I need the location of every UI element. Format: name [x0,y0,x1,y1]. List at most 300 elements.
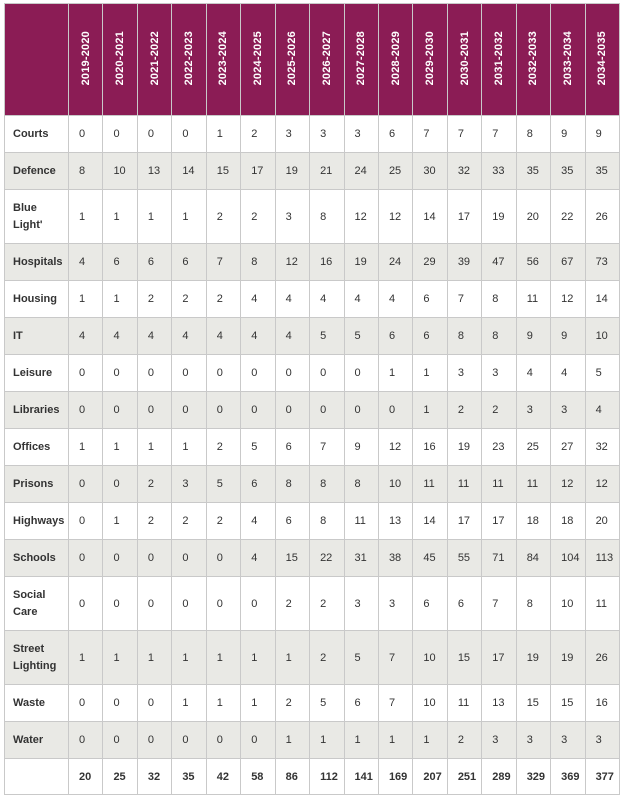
value-cell: 47 [482,244,516,281]
totals-row [5,759,620,795]
value-cell: 12 [585,466,619,503]
total-cell: 20 [69,759,103,795]
value-cell: 35 [551,153,585,190]
value-cell: 1 [206,685,240,722]
value-cell: 11 [585,577,619,631]
value-cell: 1 [103,429,137,466]
value-cell: 0 [241,355,275,392]
value-cell: 5 [206,466,240,503]
value-cell: 0 [172,577,206,631]
value-cell: 22 [551,190,585,244]
value-cell: 2 [206,281,240,318]
row-label: Social Care [5,577,69,631]
year-label: 2019-2020 [79,30,92,86]
value-cell: 55 [447,540,481,577]
year-label: 2024-2025 [251,30,264,86]
value-cell: 17 [447,503,481,540]
value-cell: 17 [482,503,516,540]
value-cell: 0 [275,392,309,429]
value-cell: 19 [482,190,516,244]
row-label: Water [5,722,69,759]
year-label: 2030-2031 [458,30,471,86]
value-cell: 1 [241,685,275,722]
value-cell: 8 [516,116,550,153]
year-header-2030-2031 [447,4,481,116]
total-cell: 207 [413,759,447,795]
value-cell: 2 [310,631,344,685]
value-cell: 12 [378,429,412,466]
value-cell: 0 [137,392,171,429]
value-cell: 0 [206,540,240,577]
value-cell: 1 [172,190,206,244]
value-cell: 17 [482,631,516,685]
value-cell: 1 [103,631,137,685]
value-cell: 7 [413,116,447,153]
year-label: 2029-2030 [424,30,437,86]
value-cell: 4 [69,318,103,355]
value-cell: 5 [585,355,619,392]
value-cell: 3 [344,577,378,631]
value-cell: 8 [516,577,550,631]
value-cell: 3 [172,466,206,503]
header-corner-cell [5,4,69,116]
value-cell: 8 [69,153,103,190]
total-cell: 141 [344,759,378,795]
value-cell: 19 [447,429,481,466]
value-cell: 19 [275,153,309,190]
value-cell: 6 [137,244,171,281]
value-cell: 0 [241,577,275,631]
value-cell: 35 [516,153,550,190]
value-cell: 11 [482,466,516,503]
value-cell: 14 [413,190,447,244]
value-cell: 0 [206,392,240,429]
value-cell: 22 [310,540,344,577]
value-cell: 6 [275,429,309,466]
value-cell: 7 [482,577,516,631]
value-cell: 7 [482,116,516,153]
sector-totals-table [4,3,620,795]
value-cell: 10 [103,153,137,190]
total-cell: 25 [103,759,137,795]
value-cell: 1 [413,355,447,392]
value-cell: 8 [310,190,344,244]
value-cell: 4 [69,244,103,281]
value-cell: 18 [516,503,550,540]
value-cell: 29 [413,244,447,281]
value-cell: 7 [378,685,412,722]
year-header-2027-2028 [344,4,378,116]
value-cell: 0 [172,540,206,577]
value-cell: 4 [585,392,619,429]
value-cell: 0 [206,722,240,759]
value-cell: 7 [206,244,240,281]
value-cell: 5 [310,318,344,355]
value-cell: 56 [516,244,550,281]
value-cell: 15 [447,631,481,685]
value-cell: 1 [137,631,171,685]
value-cell: 1 [413,722,447,759]
value-cell: 15 [551,685,585,722]
table-row [5,577,620,631]
value-cell: 25 [378,153,412,190]
value-cell: 0 [310,392,344,429]
value-cell: 4 [516,355,550,392]
value-cell: 2 [206,190,240,244]
value-cell: 27 [551,429,585,466]
value-cell: 4 [310,281,344,318]
year-label: 2022-2023 [183,30,196,86]
value-cell: 2 [241,116,275,153]
total-cell: 58 [241,759,275,795]
value-cell: 1 [69,190,103,244]
value-cell: 1 [310,722,344,759]
value-cell: 3 [378,577,412,631]
table-row [5,318,620,355]
value-cell: 9 [585,116,619,153]
total-cell: 251 [447,759,481,795]
value-cell: 12 [551,466,585,503]
value-cell: 7 [310,429,344,466]
value-cell: 19 [344,244,378,281]
value-cell: 16 [585,685,619,722]
value-cell: 0 [103,392,137,429]
value-cell: 2 [137,281,171,318]
value-cell: 2 [447,392,481,429]
year-header-2025-2026 [275,4,309,116]
value-cell: 104 [551,540,585,577]
value-cell: 6 [413,281,447,318]
value-cell: 1 [378,722,412,759]
value-cell: 10 [585,318,619,355]
value-cell: 10 [551,577,585,631]
value-cell: 9 [344,429,378,466]
value-cell: 0 [206,355,240,392]
value-cell: 21 [310,153,344,190]
value-cell: 15 [516,685,550,722]
value-cell: 9 [551,116,585,153]
value-cell: 1 [103,503,137,540]
value-cell: 71 [482,540,516,577]
value-cell: 4 [378,281,412,318]
total-cell: 32 [137,759,171,795]
value-cell: 0 [172,392,206,429]
value-cell: 0 [172,355,206,392]
year-label: 2021-2022 [148,30,161,86]
table-row [5,355,620,392]
year-label: 2033-2034 [561,30,574,86]
value-cell: 8 [275,466,309,503]
value-cell: 15 [275,540,309,577]
value-cell: 0 [103,722,137,759]
value-cell: 11 [413,466,447,503]
value-cell: 13 [482,685,516,722]
value-cell: 0 [103,355,137,392]
table-row [5,631,620,685]
year-header-2032-2033 [516,4,550,116]
value-cell: 0 [103,116,137,153]
value-cell: 84 [516,540,550,577]
value-cell: 0 [206,577,240,631]
value-cell: 12 [551,281,585,318]
value-cell: 4 [275,318,309,355]
table-body [5,116,620,795]
value-cell: 33 [482,153,516,190]
year-header-2033-2034 [551,4,585,116]
value-cell: 8 [310,466,344,503]
row-label: Libraries [5,392,69,429]
value-cell: 2 [172,281,206,318]
value-cell: 6 [378,318,412,355]
value-cell: 2 [206,503,240,540]
value-cell: 24 [378,244,412,281]
value-cell: 0 [69,722,103,759]
value-cell: 5 [344,631,378,685]
value-cell: 4 [275,281,309,318]
row-label: Housing [5,281,69,318]
row-label: Prisons [5,466,69,503]
total-cell: 369 [551,759,585,795]
value-cell: 1 [137,190,171,244]
value-cell: 12 [344,190,378,244]
value-cell: 20 [516,190,550,244]
value-cell: 9 [516,318,550,355]
year-label: 2027-2028 [355,30,368,86]
value-cell: 2 [275,577,309,631]
value-cell: 4 [344,281,378,318]
value-cell: 0 [103,540,137,577]
value-cell: 4 [206,318,240,355]
value-cell: 1 [172,685,206,722]
year-header-2019-2020 [69,4,103,116]
value-cell: 8 [241,244,275,281]
value-cell: 4 [241,503,275,540]
value-cell: 2 [137,503,171,540]
year-label: 2034-2035 [596,30,609,86]
table-row [5,116,620,153]
value-cell: 1 [69,281,103,318]
value-cell: 0 [137,355,171,392]
value-cell: 0 [103,466,137,503]
value-cell: 4 [241,540,275,577]
value-cell: 5 [241,429,275,466]
total-cell: 329 [516,759,550,795]
value-cell: 3 [275,190,309,244]
value-cell: 11 [344,503,378,540]
value-cell: 0 [103,685,137,722]
value-cell: 13 [378,503,412,540]
value-cell: 2 [482,392,516,429]
value-cell: 13 [137,153,171,190]
value-cell: 7 [378,631,412,685]
value-cell: 6 [275,503,309,540]
value-cell: 9 [551,318,585,355]
value-cell: 0 [378,392,412,429]
row-label: Blue Light' [5,190,69,244]
total-cell: 169 [378,759,412,795]
year-label: 2025-2026 [286,30,299,86]
value-cell: 3 [516,722,550,759]
row-label: Waste [5,685,69,722]
totals-label [5,759,69,795]
value-cell: 0 [344,392,378,429]
value-cell: 1 [206,631,240,685]
total-cell: 35 [172,759,206,795]
value-cell: 15 [206,153,240,190]
value-cell: 11 [516,281,550,318]
value-cell: 0 [137,116,171,153]
value-cell: 1 [172,429,206,466]
value-cell: 6 [378,116,412,153]
value-cell: 0 [69,503,103,540]
year-header-2028-2029 [378,4,412,116]
value-cell: 2 [310,577,344,631]
year-header-2029-2030 [413,4,447,116]
value-cell: 0 [69,355,103,392]
value-cell: 32 [585,429,619,466]
value-cell: 0 [69,540,103,577]
year-header-2034-2035 [585,4,619,116]
value-cell: 3 [344,116,378,153]
value-cell: 26 [585,631,619,685]
table-row [5,722,620,759]
value-cell: 14 [585,281,619,318]
value-cell: 1 [103,190,137,244]
value-cell: 2 [447,722,481,759]
value-cell: 16 [413,429,447,466]
value-cell: 17 [447,190,481,244]
value-cell: 30 [413,153,447,190]
value-cell: 0 [344,355,378,392]
value-cell: 12 [378,190,412,244]
value-cell: 6 [344,685,378,722]
value-cell: 0 [69,466,103,503]
value-cell: 26 [585,190,619,244]
value-cell: 12 [275,244,309,281]
value-cell: 1 [413,392,447,429]
value-cell: 8 [447,318,481,355]
table-row [5,685,620,722]
value-cell: 0 [172,722,206,759]
year-header-2026-2027 [310,4,344,116]
value-cell: 0 [137,577,171,631]
value-cell: 1 [344,722,378,759]
value-cell: 8 [344,466,378,503]
year-label: 2026-2027 [320,30,333,86]
value-cell: 4 [241,281,275,318]
value-cell: 1 [103,281,137,318]
total-cell: 86 [275,759,309,795]
year-header-2023-2024 [206,4,240,116]
value-cell: 8 [310,503,344,540]
table-row [5,392,620,429]
year-header-2024-2025 [241,4,275,116]
value-cell: 4 [241,318,275,355]
row-label: Leisure [5,355,69,392]
value-cell: 10 [413,631,447,685]
value-cell: 3 [275,116,309,153]
value-cell: 1 [206,116,240,153]
value-cell: 2 [241,190,275,244]
year-label: 2020-2021 [114,30,127,86]
value-cell: 0 [69,392,103,429]
value-cell: 6 [447,577,481,631]
value-cell: 38 [378,540,412,577]
value-cell: 4 [551,355,585,392]
row-label: IT [5,318,69,355]
row-label: Courts [5,116,69,153]
value-cell: 0 [275,355,309,392]
total-cell: 289 [482,759,516,795]
value-cell: 14 [172,153,206,190]
value-cell: 6 [413,318,447,355]
value-cell: 3 [482,355,516,392]
value-cell: 11 [516,466,550,503]
value-cell: 3 [516,392,550,429]
value-cell: 2 [206,429,240,466]
value-cell: 10 [413,685,447,722]
row-label: Defence [5,153,69,190]
value-cell: 2 [172,503,206,540]
value-cell: 1 [378,355,412,392]
value-cell: 3 [310,116,344,153]
value-cell: 4 [172,318,206,355]
value-cell: 0 [69,685,103,722]
table-row [5,429,620,466]
table-row [5,466,620,503]
value-cell: 3 [551,722,585,759]
value-cell: 4 [137,318,171,355]
value-cell: 45 [413,540,447,577]
year-header-2021-2022 [137,4,171,116]
year-header-row [5,4,620,116]
value-cell: 4 [103,318,137,355]
value-cell: 19 [551,631,585,685]
year-label: 2028-2029 [389,30,402,86]
value-cell: 17 [241,153,275,190]
row-label: Street Lighting [5,631,69,685]
value-cell: 0 [241,722,275,759]
year-label: 2032-2033 [527,30,540,86]
table-row [5,244,620,281]
row-label: Offices [5,429,69,466]
value-cell: 32 [447,153,481,190]
value-cell: 1 [275,722,309,759]
total-cell: 377 [585,759,619,795]
value-cell: 0 [69,577,103,631]
value-cell: 5 [344,318,378,355]
value-cell: 1 [241,631,275,685]
total-cell: 112 [310,759,344,795]
value-cell: 20 [585,503,619,540]
value-cell: 35 [585,153,619,190]
value-cell: 7 [447,116,481,153]
value-cell: 1 [137,429,171,466]
value-cell: 24 [344,153,378,190]
value-cell: 10 [378,466,412,503]
value-cell: 3 [585,722,619,759]
table-row [5,503,620,540]
year-header-2022-2023 [172,4,206,116]
value-cell: 73 [585,244,619,281]
table-row [5,540,620,577]
value-cell: 1 [172,631,206,685]
row-label: Highways [5,503,69,540]
table-row [5,281,620,318]
value-cell: 8 [482,318,516,355]
value-cell: 0 [137,685,171,722]
value-cell: 0 [137,540,171,577]
